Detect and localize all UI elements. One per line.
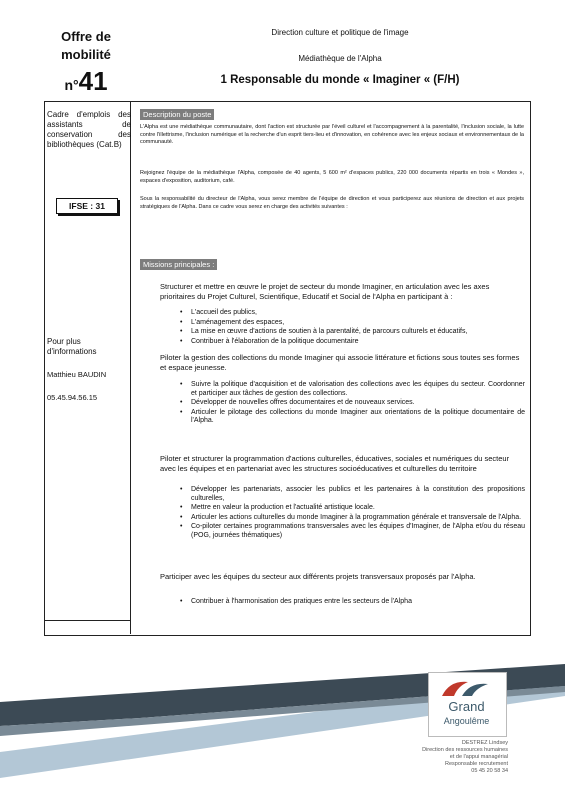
contact-phone: 05.45.94.56.15: [47, 393, 98, 402]
offer-title: [40, 28, 132, 64]
logo-grand-text: Grand: [448, 699, 485, 714]
department-title: Direction culture et politique de l'image: [271, 28, 409, 37]
description-paragraph: Sous la responsabilité du directeur de l'Alpha, vous serez membre de l'équipe de direction et vous participerez aux réunions de direction et aux projets stratégiques de l'Alpha. Dans ce cadre vous serez en charge des activités suivantes :: [140, 196, 524, 210]
mission-bullet: • Contribuer à l'harmonisation des pratiques entre les secteurs de l'Alpha: [180, 598, 525, 607]
ifse-badge: IFSE : 31: [56, 198, 118, 214]
mission-bullet-list: [180, 381, 525, 427]
signatory-role: Direction des ressources humaines: [422, 747, 508, 753]
mission-bullet: • Co-piloter certaines programmations transversales avec les équipes d'Imaginer, de l'Alpha et/ou du réseau (POG, journées thématiques): [180, 523, 525, 540]
mission-bullet: • Articuler les actions culturelles du monde Imaginer à la programmation générale et transversale de l'Alpha.: [180, 514, 525, 523]
mission-bullet: • L'aménagement des espaces,: [180, 319, 525, 328]
description-heading: Description du poste: [140, 109, 214, 120]
signatory-role: et de l'appui managérial: [449, 754, 508, 760]
mission-text: Piloter la gestion des collections du monde Imaginer qui associe littérature et fictions sous toutes ses formes et espace jeunesse.: [160, 353, 520, 372]
sidebar-divider: [44, 620, 130, 621]
mission-bullet: • La mise en œuvre d'actions de soutien à la parentalité, de parcours culturels et éducatifs,: [180, 328, 525, 337]
info-label: Pour plus d'informations: [47, 337, 97, 356]
mission-bullet: • Mettre en valeur la production et l'actualité artistique locale.: [180, 504, 525, 513]
offer-number: [40, 66, 132, 97]
offer-number-prefix: n°: [64, 77, 79, 93]
grade-text: Cadre d'emplois des assistants de conservation des bibliothèques (Cat.B): [47, 110, 131, 149]
sidebar-column: [44, 101, 131, 634]
logo-swoosh-icon: [440, 676, 490, 698]
mission-bullet-list: [180, 598, 525, 608]
mission-text: Piloter et structurer la programmation d'actions culturelles, éducatives, sociales et numériques du secteur avec les équipes et en partenariat avec les structures socioéducatives et culturelles du territoire: [160, 454, 510, 473]
mission-text: Participer avec les équipes du secteur aux différents projets transversaux proposés par l'Alpha.: [160, 572, 476, 581]
offer-title-line1: Offre de: [61, 29, 111, 44]
description-paragraph: L'Alpha est une médiathèque communautaire, dont l'action est structurée par l'éveil culturel et l'accompagnement à la parentalité, l'inclusion sociale, la lutte contre l'illettrisme, l'inclusion numérique et la recherche d'un esprit tiers-lieu et d'innovation, en cohérence avec les enjeux sociaux et environnementaux de la communauté.: [140, 124, 524, 145]
contact-name: Matthieu BAUDIN: [47, 370, 107, 379]
offer-title-line2: mobilité: [61, 47, 111, 62]
signatory-role: Responsable recrutement: [445, 761, 508, 767]
mission-bullet-list: [180, 486, 525, 541]
mission-bullet-list: [180, 309, 525, 347]
mission-bullet: • Suivre la politique d'acquisition et de valorisation des collections avec les équipes du secteur. Coordonner et participer aux tâches de gestion des collections.: [180, 381, 525, 398]
missions-heading: Missions principales :: [140, 259, 217, 270]
mission-bullet: • Contribuer à l'élaboration de la politique documentaire: [180, 338, 525, 347]
signatory-phone: 05 45 20 58 34: [471, 768, 508, 774]
signatory-name: DESTREZ Lindsey: [461, 740, 508, 746]
mission-bullet: • L'accueil des publics,: [180, 309, 525, 318]
site-title: Médiathèque de l'Alpha: [298, 54, 382, 63]
offer-number-value: 41: [78, 66, 108, 96]
job-title: 1 Responsable du monde « Imaginer « (F/H): [220, 74, 460, 86]
mission-bullet: • Articuler le pilotage des collections du monde Imaginer aux orientations de la politique documentaire de l'Alpha.: [180, 409, 525, 426]
mission-bullet: • Développer de nouvelles offres documentaires et de nouveaux services.: [180, 399, 525, 408]
description-paragraph: Rejoignez l'équipe de la médiathèque l'Alpha, composée de 40 agents, 5 600 m² d'espaces publics, 220 000 documents répartis en trois « Mondes », espaces d'exposition, auditorium, café.: [140, 170, 524, 184]
mission-bullet: • Développer les partenariats, associer les publics et les partenaires à la constitution des propositions culturelles,: [180, 486, 525, 503]
logo-city-text: Angoulême: [443, 716, 490, 726]
mission-text: Structurer et mettre en œuvre le projet de secteur du monde Imaginer, en articulation avec les axes prioritaires du Projet Culturel, Scientifique, Educatif et Social de l'Alpha en participant à :: [160, 282, 490, 301]
